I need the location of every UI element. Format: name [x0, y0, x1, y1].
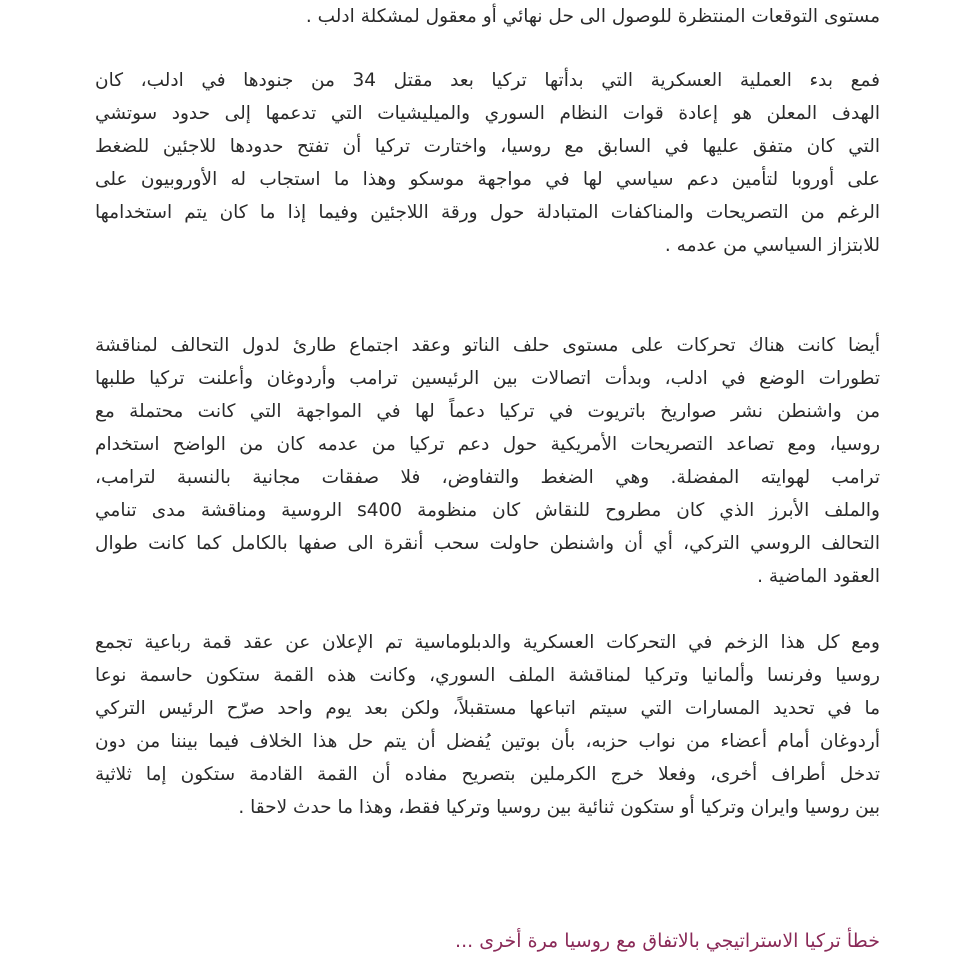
text-line: روسيا، ومع تصاعد التصريحات الأمريكية حول دعم تركيا من عدمه كان من الواضح استخدام	[95, 434, 880, 455]
text-line: روسيا وفرنسا وألمانيا وتركيا لمناقشة الملف السوري، وكانت هذه القمة ستكون حاسمة نوعا	[95, 665, 880, 686]
text-line: العقود الماضية .	[757, 566, 880, 587]
text-line: تدخل أطراف أخرى، وفعلا خرج الكرملين بتصريح مفاده أن القمة القادمة ستكون إما ثلاثية	[95, 764, 880, 785]
text-line: والملف الأبرز الذي كان مطروح للنقاش كان منظومة s400 الروسية ومناقشة مدى تنامي	[95, 500, 880, 521]
text-line: فمع بدء العملية العسكرية التي بدأتها تركيا بعد مقتل 34 من جنودها في ادلب، كان	[95, 70, 880, 91]
text-line: بين روسيا وايران وتركيا أو ستكون ثنائية بين روسيا وتركيا فقط، وهذا ما حدث لاحقا .	[238, 797, 880, 818]
text-line: ترامب لهوايته المفضلة. وهي الضغط والتفاوض، فلا صفقات مجانية بالنسبة لترامب،	[95, 467, 880, 488]
text-line: للابتزاز السياسي من عدمه .	[664, 235, 880, 256]
text-line: ما في تحديد المسارات التي سيتم اتباعها مستقبلاً، ولكن بعد يوم واحد صرّح الرئيس التركي	[95, 698, 880, 719]
text-line: ومع كل هذا الزخم في التحركات العسكرية والدبلوماسية تم الإعلان عن عقد قمة رباعية تجمع	[95, 632, 880, 653]
text-line: أردوغان أمام أعضاء من نواب حزبه، بأن بوتين يُفضل أن يتم حل هذا الخلاف فيما بيننا من دون	[95, 731, 880, 752]
text-line: الرغم من التصريحات والمناكفات المتبادلة حول ورقة اللاجئين وفيما إذا ما كان يتم استخدامها	[95, 202, 880, 223]
text-line: على أوروبا لتأمين دعم سياسي لها في مواجهة موسكو وهذا ما استجاب له الأوروبيون على	[95, 169, 880, 190]
text-line: الهدف المعلن هو إعادة قوات النظام السوري والميليشيات التي تدعمها إلى حدود سوتشي	[95, 103, 880, 124]
text-line: من واشنطن نشر صواريخ باتريوت في تركيا دعماً لها في المواجهة التي كانت محتملة مع	[95, 401, 880, 422]
text-line: التحالف الروسي التركي، أي أن واشنطن حاولت سحب أنقرة الى صفها بالكامل كما كانت طوال	[95, 533, 880, 554]
text-line: أيضا كانت هناك تحركات على مستوى حلف الناتو وعقد اجتماع طارئ لدول التحالف لمناقشة	[95, 335, 880, 356]
paragraph-military-operation	[95, 64, 880, 262]
text-line: التي كان متفق عليها في السابق مع روسيا، واختارت تركيا أن تفتح حدودها للاجئين للضغط	[95, 136, 880, 157]
paragraph-summit	[95, 626, 880, 824]
section-heading: خطأ تركيا الاستراتيجي بالاتفاق مع روسيا مرة أخرى ...	[455, 930, 880, 952]
text-line: مستوى التوقعات المنتظرة للوصول الى حل نهائي أو معقول لمشكلة ادلب .	[305, 6, 880, 27]
paragraph-nato-moves	[95, 329, 880, 593]
text-line: تطورات الوضع في ادلب، وبدأت اتصالات بين الرئيسين ترامب وأردوغان وأعلنت تركيا طلبها	[95, 368, 880, 389]
paragraph-intro-end	[95, 0, 880, 33]
